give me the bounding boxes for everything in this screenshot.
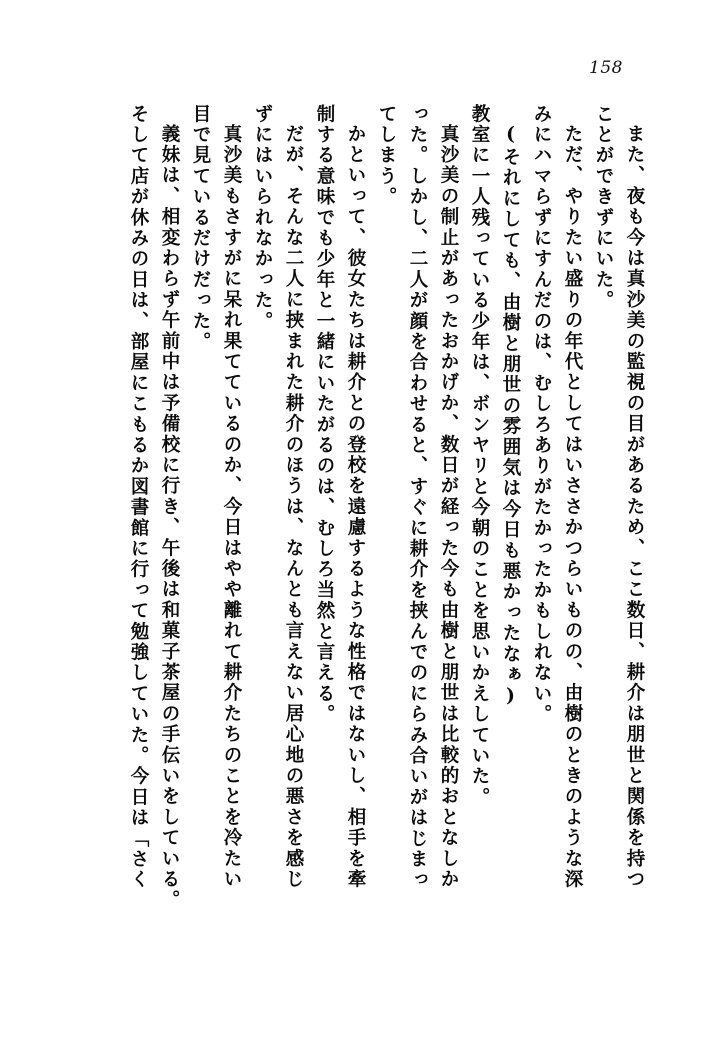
text-column: 真沙美もさすがに呆れ果てているのか、今日はやや離れて耕介たちのことを冷たい: [221, 124, 242, 890]
text-column: 真沙美の制止があったおかげか、数日が経った今も由樹と朋世は比較的おとなしか: [438, 124, 459, 890]
text-column: また、夜も今は真沙美の監視の目があるため、ここ数日、耕介は朋世と関係を持つ: [624, 124, 645, 890]
text-column: てしまう。: [376, 104, 397, 208]
text-column: ずにはいられなかった。: [252, 104, 273, 332]
text-column: だが、そんな二人に挟まれた耕介のほうは、なんとも言えない居心地の悪さを感じ: [283, 124, 304, 890]
text-column: 教室に一人残っている少年は、ボンヤリと今朝のことを思いかえしていた。: [469, 104, 490, 808]
text-column: そして店が休みの日は、部屋にこもるか図書館に行って勉強していた。今日は「さく: [128, 104, 149, 891]
text-column: みにハマらずにすんだのは、むしろありがたかったかもしれない。: [531, 104, 552, 725]
text-column: った。しかし、二人が顔を合わせると、すぐに耕介を挟んでのにらみ合いがはじまっ: [407, 104, 428, 891]
page-number: 158: [589, 58, 623, 78]
text-column: 制する意味でも少年と一緒にいたがるのは、むしろ当然と言える。: [314, 104, 335, 725]
text-column: ことができずにいた。: [593, 104, 614, 311]
text-column: かといって、彼女たちは耕介との登校を遠慮するような性格ではないし、相手を牽: [345, 124, 366, 890]
text-column: (それにしても、由樹と朋世の雰囲気は今日も悪かったなぁ): [500, 124, 521, 709]
vertical-text-block: [66, 104, 643, 964]
text-column: 目で見ているだけだった。: [190, 104, 211, 353]
text-column: 義妹は、相変わらず午前中は予備校に行き、午後は和菓子茶屋の手伝いをしている。: [159, 124, 180, 911]
text-column: ただ、やりたい盛りの年代としてはいささかつらいものの、由樹のときのような深: [562, 124, 583, 890]
